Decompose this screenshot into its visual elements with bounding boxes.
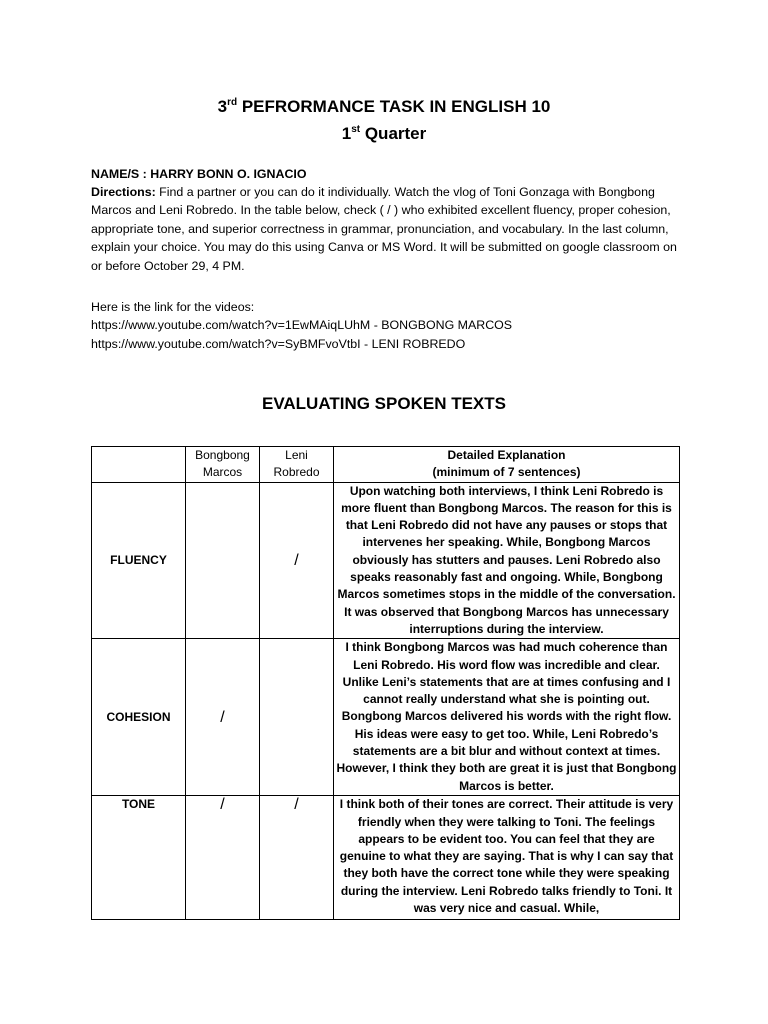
- header-explanation-title: Detailed Explanation: [447, 448, 566, 462]
- marcos-check-cell: [186, 482, 260, 639]
- header-marcos: Bongbong Marcos: [186, 447, 260, 483]
- student-name: NAME/S : HARRY BONN O. IGNACIO: [91, 167, 307, 181]
- document-title: [0, 97, 768, 117]
- explanation-cell: Upon watching both interviews, I think Leni Robredo is more fluent than Bongbong Marcos. The reason for this is that Leni Robredo did not have any pauses or stops that intervenes her speaking. While, Bongbong Marcos obviously has stutters and pauses. Leni Robredo also speaks reasonably fast and ongoing. While, Bongbong Marcos sometimes stops in the middle of the conversation. It was observed that Bongbong Marcos has unnecessary interruptions during the interview.: [334, 482, 680, 639]
- evaluation-table: [91, 446, 680, 920]
- robredo-check-cell: [260, 639, 334, 796]
- links-intro: Here is the link for the videos:: [91, 300, 255, 314]
- marcos-check-cell: /: [186, 796, 260, 920]
- header-explanation: [334, 447, 680, 483]
- title-superscript: rd: [227, 97, 238, 108]
- quarter-number: 1: [341, 124, 352, 143]
- title-number: 3: [217, 97, 228, 116]
- robredo-check-cell: /: [260, 796, 334, 920]
- marcos-check-cell: /: [186, 639, 260, 796]
- quarter-text: Quarter: [360, 124, 427, 143]
- table-header-row: [92, 447, 680, 483]
- table-row: [92, 482, 680, 639]
- table-row: [92, 639, 680, 796]
- explanation-cell: I think both of their tones are correct. Their attitude is very friendly when they were talking to Toni. The feelings appears to be evident too. You can feel that they are genuine to what they are saying. That is why I can say that they both have the correct tone while they were speaking during the interview. Leni Robredo talks friendly to Toni. It was very nice and casual. While,: [334, 796, 680, 920]
- video-links: [91, 298, 681, 353]
- title-text: PEFRORMANCE TASK IN ENGLISH 10: [237, 97, 551, 116]
- header-robredo: Leni Robredo: [260, 447, 334, 483]
- document-quarter: [0, 124, 768, 144]
- video-link-robredo[interactable]: https://www.youtube.com/watch?v=SyBMFvoVtbI - LENI ROBREDO: [91, 336, 466, 351]
- criterion-cell: FLUENCY: [92, 482, 186, 639]
- directions-text: Find a partner or you can do it individually. Watch the vlog of Toni Gonzaga with Bongbong Marcos and Leni Robredo. In the table below, check ( / ) who exhibited excellent fluency, proper cohesion, appropriate tone, and superior correctness in grammar, pronunciation, and vocabulary. In the last column, explain your choice. You may do this using Canva or MS Word. It will be submitted on google classroom on or before October 29, 4 PM.: [91, 185, 677, 273]
- video-link-marcos[interactable]: https://www.youtube.com/watch?v=1EwMAiqLUhM - BONGBONG MARCOS: [91, 318, 513, 333]
- header-criterion: [92, 447, 186, 483]
- criterion-cell: TONE: [92, 796, 186, 920]
- directions-paragraph: [91, 183, 681, 275]
- table-row: [92, 796, 680, 920]
- criterion-cell: COHESION: [92, 639, 186, 796]
- quarter-superscript: st: [351, 124, 361, 135]
- header-explanation-note: (minimum of 7 sentences): [432, 465, 581, 480]
- section-title: EVALUATING SPOKEN TEXTS: [261, 394, 506, 413]
- robredo-check-cell: /: [260, 482, 334, 639]
- explanation-cell: I think Bongbong Marcos was had much coherence than Leni Robredo. His word flow was incredible and clear. Unlike Leni’s statements that are at times confusing and I cannot really understand what she is pointing out. Bongbong Marcos delivered his words with the right flow. His ideas were easy to get too. While, Leni Robredo’s statements are a bit blur and without context at times. However, I think they both are great it is just that Bongbong Marcos is better.: [334, 639, 680, 796]
- directions-label: Directions:: [91, 185, 156, 199]
